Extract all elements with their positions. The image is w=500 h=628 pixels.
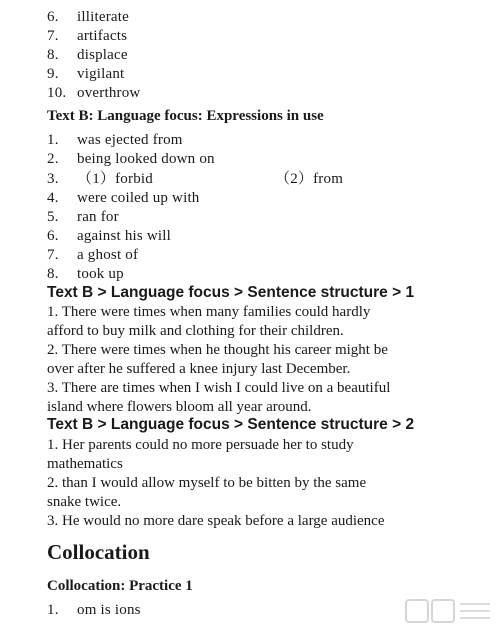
vocab-item: 7. artifacts (47, 28, 128, 44)
expression-item: 6. against his will (47, 228, 172, 244)
section-heading-sentence-1: Text B > Language focus > Sentence structure > 1 (47, 284, 415, 301)
vocab-item: 9. vigilant (47, 66, 125, 82)
expression-item: 1. was ejected from (47, 132, 183, 148)
expression-item: 2. being looked down on (47, 151, 215, 167)
vocab-item: 8. displace (47, 47, 128, 63)
sentence-item (47, 474, 447, 511)
section-title-collocation: Collocation (47, 540, 150, 564)
watermark-logo-icon (404, 596, 496, 626)
expression-item: 5. ran for (47, 209, 119, 225)
section-heading-expressions: Text B: Language focus: Expressions in use (47, 108, 324, 124)
sentence-line: 2. There were times when he thought his career might be (47, 342, 388, 358)
expression-item: 3. （1）forbid （2）from (47, 171, 344, 187)
vocab-item: 10. overthrow (47, 85, 141, 101)
expression-item: 7. a ghost of (47, 247, 139, 263)
sentence-line: over after he suffered a knee injury last December. (47, 360, 351, 377)
expression-item: 8. took up (47, 266, 124, 282)
sentence-line: snake twice. (47, 493, 122, 510)
sentence-line: 2. than I would allow myself to be bitten by the same (47, 475, 367, 491)
section-heading-collocation-practice: Collocation: Practice 1 (47, 578, 193, 594)
sentence-item (47, 303, 447, 340)
vocab-item: 6. illiterate (47, 9, 129, 25)
sentence-line: 1. There were times when many families could hardly (47, 304, 371, 320)
section-heading-sentence-2: Text B > Language focus > Sentence structure > 2 (47, 416, 415, 433)
collocation-item: 1. om is ions (47, 602, 141, 618)
sentence-item (47, 436, 447, 473)
sentence-line: afford to buy milk and clothing for their children. (47, 322, 344, 339)
sentence-line: 1. Her parents could no more persuade her to study (47, 437, 354, 453)
sentence-item (47, 341, 447, 378)
sentence-line: island where flowers bloom all year around. (47, 398, 312, 415)
sentence-line: mathematics (47, 455, 123, 472)
sentence-line: 3. There are times when I wish I could live on a beautiful (47, 380, 391, 396)
sentence-line: 3. He would no more dare speak before a large audience (47, 513, 385, 529)
sentence-item (47, 379, 447, 416)
sentence-item (47, 512, 447, 531)
expression-item: 4. were coiled up with (47, 190, 200, 206)
